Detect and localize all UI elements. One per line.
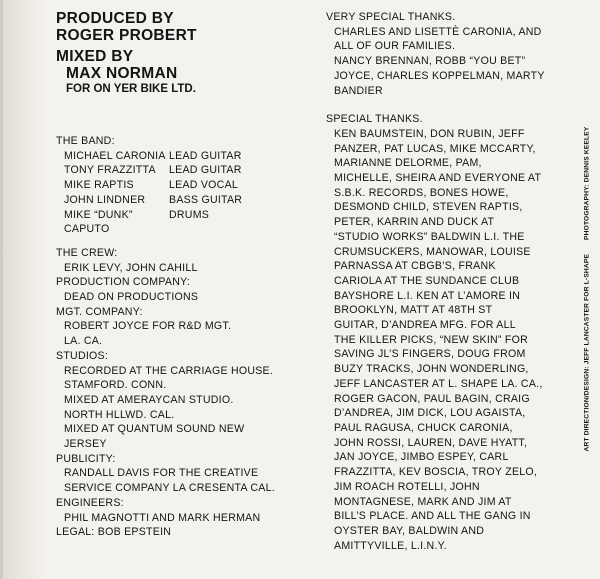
- publicity-heading: PUBLICITY:: [56, 452, 116, 465]
- band-member-row: [56, 163, 318, 178]
- band-member-role: LEAD GUITAR: [169, 149, 242, 162]
- engineers-heading: ENGINEERS:: [56, 496, 124, 509]
- special-thanks-line: CRUMSUCKERS, MANOWAR, LOUISE: [334, 245, 531, 258]
- publicity-line: RANDALL DAVIS FOR THE CREATIVE: [64, 467, 259, 480]
- special-thanks-list: [326, 127, 576, 553]
- special-thanks-line: PARNASSA AT CBGB’S, FRANK: [334, 260, 496, 273]
- band-list: [56, 149, 318, 237]
- band-member-row: [56, 149, 318, 164]
- special-thanks-line: AMITTYVILLE, L.I.N.Y.: [334, 539, 447, 552]
- studios-heading: STUDIOS:: [56, 349, 109, 362]
- special-thanks-line: BUZY TRACKS, JOHN WONDERLING,: [334, 363, 529, 376]
- production-heading: PRODUCTION COMPANY:: [56, 276, 191, 289]
- special-thanks-line: BILL’S PLACE. AND ALL THE GANG IN: [334, 510, 531, 523]
- mixer-company: FOR ON YER BIKE LTD.: [66, 83, 196, 95]
- special-thanks-line: FRAZZITTA, KEV BOSCIA, TROY ZELO,: [334, 466, 538, 479]
- special-thanks-line: KEN BAUMSTEIN, DON RUBIN, JEFF: [334, 127, 525, 140]
- special-thanks-line: “STUDIO WORKS” BALDWIN L.I. THE: [334, 230, 525, 243]
- special-thanks-line: SAVING JL’S FINGERS, DOUG FROM: [334, 348, 526, 361]
- band-member-row: [56, 222, 318, 237]
- special-thanks-line: D’ANDREA, JIM DICK, LOU AGAISTA,: [334, 407, 526, 420]
- band-member-name: TONY FRAZZITTA: [64, 164, 156, 177]
- right-column: [326, 10, 576, 553]
- special-thanks-line: S.B.K. RECORDS, BONES HOWE,: [334, 186, 509, 199]
- special-thanks-line: PAUL RAGUSA, CHUCK CARONIA,: [334, 421, 513, 434]
- special-thanks-line: GUITAR, D’ANDREA MFG. FOR ALL: [334, 319, 516, 332]
- band-heading: THE BAND:: [56, 135, 115, 147]
- band-member-role: LEAD VOCAL: [169, 179, 239, 192]
- band-member-name: MICHAEL CARONIA: [64, 149, 166, 162]
- band-member-name: MIKE “DUNK”: [64, 208, 133, 221]
- art-direction-credit: ART DIRECTION/DESIGN: JEFF LANCASTER FOR L-SHAPE: [583, 253, 591, 452]
- crew-line: ERIK LEVY, JOHN CAHILL: [64, 261, 198, 274]
- very-special-line: NANCY BRENNAN, ROBB “YOU BET”: [334, 55, 526, 68]
- vertical-credits: [584, 127, 591, 452]
- special-thanks-line: BROOKLYN, MATT AT 48TH ST: [334, 304, 493, 317]
- special-thanks-line: CARIOLA AT THE SUNDANCE CLUB: [334, 274, 520, 287]
- mixed-by-label: MIXED BY: [56, 48, 134, 65]
- band-member-name: MIKE RAPTIS: [64, 179, 134, 192]
- special-thanks-line: JAN JOYCE, JIMBO ESPEY, CARL: [334, 451, 509, 464]
- studios-line: NORTH HLLWD. CAL.: [64, 408, 175, 421]
- special-thanks-line: MONTAGNESE, MARK AND JIM AT: [334, 495, 512, 508]
- special-thanks-line: JOHN ROSSI, LAUREN, DAVE HYATT,: [334, 436, 528, 449]
- special-thanks-line: DESMOND CHILD, STEVEN RAPTIS,: [334, 201, 523, 214]
- very-special-line: CHARLES AND LISETTÈ CARONIA, AND: [334, 25, 542, 38]
- band-member-row: [56, 208, 318, 223]
- band-member-row: [56, 178, 318, 193]
- engineers-line: PHIL MAGNOTTI AND MARK HERMAN: [64, 511, 261, 524]
- very-special-line: BANDIER: [334, 84, 383, 97]
- fold-shadow: [0, 0, 46, 579]
- studios-line: JERSEY: [64, 438, 107, 451]
- special-thanks-line: MICHELLE, SHEIRA AND EVERYONE AT: [334, 172, 542, 185]
- studios-line: RECORDED AT THE CARRIAGE HOUSE.: [64, 364, 274, 377]
- band-member-role: DRUMS: [169, 208, 210, 221]
- special-thanks-line: JIM ROACH ROTELLI, JOHN: [334, 480, 480, 493]
- special-thanks-line: THE KILLER PICKS, “NEW SKIN” FOR: [334, 333, 529, 346]
- band-member-role: BASS GUITAR: [169, 193, 243, 206]
- band-member-name: JOHN LINDNER: [64, 193, 146, 206]
- special-thanks-line: MARIANNE DELORME, PAM,: [334, 157, 482, 170]
- studios-line: MIXED AT AMERAYCAN STUDIO.: [64, 393, 234, 406]
- mixer-name: MAX NORMAN: [66, 65, 178, 82]
- photography-credit: PHOTOGRAPHY: DENNIS KEELEY: [583, 126, 591, 240]
- left-column: [56, 10, 318, 540]
- special-thanks-line: PANZER, PAT LUCAS, MIKE MCCARTY,: [334, 142, 536, 155]
- fold-edge: [0, 0, 3, 579]
- crew-heading: THE CREW:: [56, 246, 118, 259]
- very-special-heading: VERY SPECIAL THANKS.: [326, 11, 456, 23]
- band-member-row: [56, 193, 318, 208]
- management-line: ROBERT JOYCE FOR R&D MGT.: [64, 320, 232, 333]
- management-heading: MGT. COMPANY:: [56, 305, 143, 318]
- studios-line: MIXED AT QUANTUM SOUND NEW: [64, 423, 245, 436]
- special-thanks-line: OYSTER BAY, BALDWIN AND: [334, 524, 485, 537]
- special-thanks-line: JEFF LANCASTER AT L. SHAPE LA. CA.,: [334, 377, 543, 390]
- producer-name: ROGER PROBERT: [56, 27, 197, 44]
- legal-line: LEGAL: BOB EPSTEIN: [56, 526, 172, 539]
- special-heading: SPECIAL THANKS.: [326, 113, 423, 126]
- band-member-name: CAPUTO: [64, 223, 110, 236]
- special-thanks-line: ROGER GACON, PAUL BAGIN, CRAIG: [334, 392, 530, 405]
- special-thanks-line: BAYSHORE L.I. KEN AT L’AMORE IN: [334, 289, 521, 302]
- very-special-line: ALL OF OUR FAMILIES.: [334, 40, 456, 53]
- produced-by-label: PRODUCED BY: [56, 10, 174, 27]
- studios-line: STAMFORD. CONN.: [64, 379, 167, 392]
- band-member-role: LEAD GUITAR: [169, 164, 242, 177]
- very-special-line: JOYCE, CHARLES KOPPELMAN, MARTY: [334, 69, 545, 82]
- publicity-line: SERVICE COMPANY LA CRESENTA CAL.: [64, 482, 275, 495]
- special-thanks-line: PETER, KARRIN AND DUCK AT: [334, 216, 495, 229]
- production-line: DEAD ON PRODUCTIONS: [64, 291, 199, 304]
- management-line: LA. CA.: [64, 335, 103, 348]
